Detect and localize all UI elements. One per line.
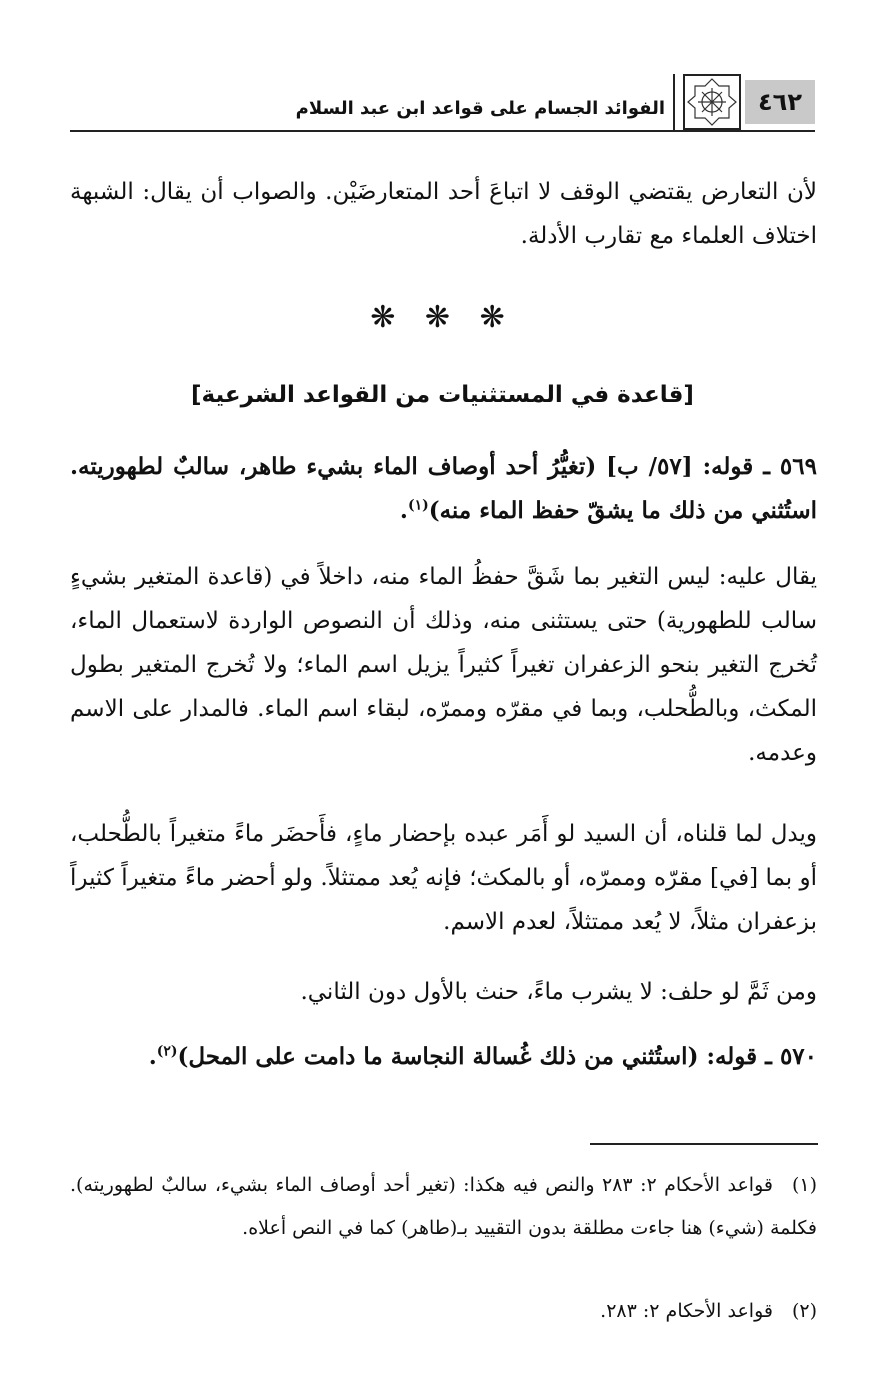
paragraph-570 — [70, 1035, 817, 1079]
quote-570-text: ٥٧٠ ـ قوله: (استُثني من ذلك غُسالة النجاسة ما دامت على المحل) — [177, 1043, 817, 1070]
paragraph-intro: لأن التعارض يقتضي الوقف لا اتباعَ أحد المتعارضَيْن. والصواب أن يقال: الشبهة اختلاف العلماء مع تقارب الأدلة. — [70, 179, 817, 249]
paragraph-commentary-2: ويدل لما قلناه، أن السيد لو أَمَر عبده بإحضار ماءٍ، فأَحضَر ماءً متغيراً بالطُّحلب، أو بما [في] مقرّه وممرّه، أو بالمكث؛ فإنه يُعد ممتثلاً. ولو أحضر ماءً متغيراً كثيراً بزعفران مثلاً، لا يُعد ممتثلاً، لعدم الاسم. — [70, 821, 817, 935]
paragraph-569 — [70, 445, 817, 533]
quote-569-end: . — [399, 497, 408, 524]
page-number: ٤٦٢ — [745, 80, 815, 124]
running-title: الفوائد الجسام على قواعد ابن عبد السلام — [295, 98, 665, 119]
paragraph-commentary-1: يقال عليه: ليس التغير بما شَقَّ حفظُ الماء منه، داخلاً في (قاعدة المتغير بشيءٍ سالب للطهورية) حتى يستثنى منه، وذلك أن النصوص الواردة لاستعمال الماء، تُخرج التغير بنحو الزعفران تغيراً كثيراً يزيل اسم الماء؛ ولا تُخرج المتغير بطول المكث، وبالطُّحلب، وبما في مقرّه وممرّه، لبقاء اسم الماء. فالمدار على الاسم وعدمه. — [70, 564, 817, 766]
footnote-2 — [70, 1290, 817, 1333]
paragraph-commentary-3: ومن ثَمَّ لو حلف: لا يشرب ماءً، حنث بالأول دون الثاني. — [300, 979, 817, 1005]
quote-569-text: ٥٦٩ ـ قوله: [٥٧/ ب] (تغيُّرُ أحد أوصاف الماء بشيء طاهر، سالبٌ لطهوريته. استُثني من ذلك ما يشقّ حفظ الماء منه) — [70, 453, 817, 524]
page-header — [70, 70, 815, 132]
footnote-ref-2[interactable]: (٢) — [156, 1043, 178, 1060]
section-separator: ❋ ❋ ❋ — [370, 300, 515, 335]
footnote-rule — [590, 1143, 818, 1145]
ornament-icon — [683, 74, 741, 130]
header-rule — [70, 130, 815, 132]
footnote-number: (١) — [791, 1174, 817, 1196]
footnote-ref-1[interactable]: (١) — [407, 497, 429, 514]
footnote-text: قواعد الأحكام ٢: ٢٨٣ والنص فيه هكذا: (تغير أحد أوصاف الماء بشيء، سالبٌ لطهوريته). فكلمة (شيء) هنا جاءت مطلقة بدون التقييد بـ(طاهر) كما في النص أعلاه. — [70, 1174, 817, 1239]
footnote-number: (٢) — [791, 1300, 817, 1322]
footnote-1 — [70, 1164, 817, 1250]
section-heading: [قاعدة في المستثنيات من القواعد الشرعية] — [191, 382, 694, 408]
quote-570-end: . — [148, 1043, 157, 1070]
footnote-text: قواعد الأحكام ٢: ٢٨٣. — [600, 1300, 773, 1322]
header-divider — [673, 74, 675, 130]
